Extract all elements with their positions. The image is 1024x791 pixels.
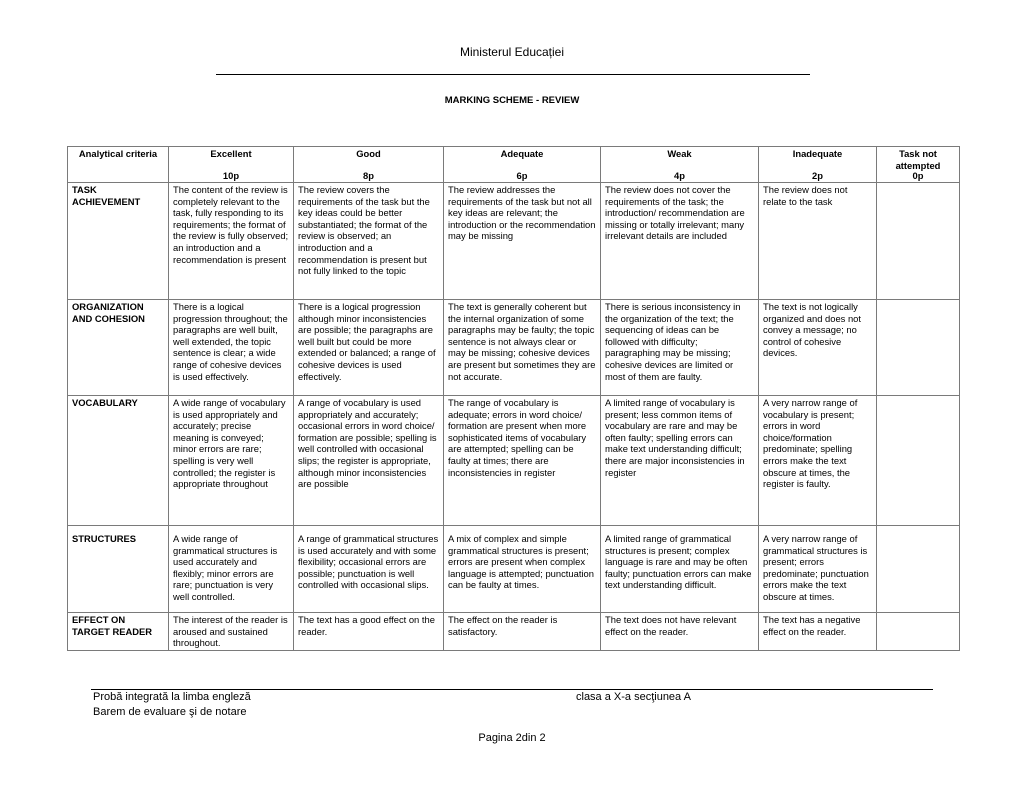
table-row [68, 300, 960, 396]
descriptor-cell: The effect on the reader is satisfactory. [444, 613, 601, 651]
descriptor-cell [877, 396, 960, 526]
table-row [68, 183, 960, 300]
descriptor-cell [877, 183, 960, 300]
descriptor-cell: The interest of the reader is aroused and sustained throughout. [169, 613, 294, 651]
header-level-points: 8p [363, 170, 374, 182]
descriptor-cell: The text has a negative effect on the reader. [759, 613, 877, 651]
descriptor-cell: The text is generally coherent but the internal organization of some paragraphs may be faulty; the topic sentence is not always clear or may be missing; cohesive devices are present but sometimes they are not accurate. [444, 300, 601, 396]
footer-class: clasa a X-a secţiunea A [576, 691, 691, 703]
table-row [68, 396, 960, 526]
ministry-header: Ministerul Educației [459, 45, 565, 59]
table-header-row [68, 147, 960, 183]
header-criteria [68, 147, 169, 183]
descriptor-cell: A very narrow range of vocabulary is present; errors in word choice/formation predominate; spelling errors make the text obscure at times, the register is faulty. [759, 396, 877, 526]
descriptor-cell: The text is not logically organized and does not convey a message; no control of cohesive devices. [759, 300, 877, 396]
document-title: MARKING SCHEME - REVIEW [444, 95, 580, 106]
header-level-label: Excellent [210, 148, 252, 159]
descriptor-cell: A limited range of grammatical structures is present; complex language is rare and may be often faulty; punctuation errors can make text understanding difficult. [601, 526, 759, 613]
descriptor-cell: The range of vocabulary is adequate; errors in word choice/ formation are present when more sophisticated items of vocabulary are attempted; spelling can be faulty at times; there are inconsistencies in register [444, 396, 601, 526]
header-level-label: Adequate [500, 148, 544, 159]
descriptor-cell [877, 613, 960, 651]
descriptor-cell: A range of vocabulary is used appropriately and accurately; occasional errors in word choice/ formation are possible; spelling is well controlled with occasional slips; the register is appropriate, although minor inconsistencies are possible [294, 396, 444, 526]
header-level [759, 147, 877, 183]
descriptor-cell: A very narrow range of grammatical structures is present; errors predominate; punctuation errors make the text obscure at times. [759, 526, 877, 613]
header-level [444, 147, 601, 183]
footer-doc-type: Barem de evaluare şi de notare [93, 706, 247, 718]
header-criteria-label: Analytical criteria [78, 148, 158, 159]
descriptor-cell: There is serious inconsistency in the organization of the text; the sequencing of ideas can be followed with difficulty; paragraphing may be missing; cohesive devices are limited or most of them are faulty. [601, 300, 759, 396]
descriptor-cell: The review addresses the requirements of the task but not all key ideas are relevant; the introduction or the recommendation may be missing [444, 183, 601, 300]
footer-divider [91, 689, 933, 690]
header-level-points: 6p [516, 170, 528, 182]
descriptor-cell [877, 526, 960, 613]
page-number: Pagina 2din 2 [478, 732, 546, 744]
criterion-cell: EFFECT ON TARGET READER [68, 613, 169, 651]
table-row [68, 613, 960, 651]
criterion-cell: TASK ACHIEVEMENT [68, 183, 169, 300]
descriptor-cell: The text does not have relevant effect on the reader. [601, 613, 759, 651]
header-level-label: Weak [667, 148, 692, 159]
header-level-points: 0p [912, 170, 924, 182]
criterion-cell: ORGANIZATION AND COHESION [68, 300, 169, 396]
table-row [68, 526, 960, 613]
header-level-label: Inadequate [792, 148, 843, 159]
criterion-cell: VOCABULARY [68, 396, 169, 526]
descriptor-cell [877, 300, 960, 396]
header-level [601, 147, 759, 183]
header-level [169, 147, 294, 183]
header-level [294, 147, 444, 183]
descriptor-cell: A limited range of vocabulary is present; less common items of vocabulary are rare and may be often faulty; spelling errors can make text understanding difficult; there are major inconsistencies in register [601, 396, 759, 526]
header-level [877, 147, 960, 183]
header-level-points: 4p [674, 170, 685, 182]
header-divider [216, 74, 810, 75]
descriptor-cell: There is a logical progression throughout; the paragraphs are well built, well extended, the topic sentence is clear; a wide range of cohesive devices is used effectively. [169, 300, 294, 396]
criterion-cell: STRUCTURES [68, 526, 169, 613]
descriptor-cell: The content of the review is completely relevant to the task, fully responding to its requirements; the format of the review is fully observed; an introduction and a recommendation is present [169, 183, 294, 300]
descriptor-cell: A range of grammatical structures is used accurately and with some flexibility; occasional errors are possible; punctuation is well controlled with occasional slips. [294, 526, 444, 613]
descriptor-cell: The review does not cover the requirements of the task; the introduction/ recommendation are missing or totally irrelevant; many irrelevant details are included [601, 183, 759, 300]
descriptor-cell: The review covers the requirements of the task but the key ideas could be better substantiated; the format of the review is observed; an introduction and a recommendation is present but not fully linked to the topic [294, 183, 444, 300]
descriptor-cell: A mix of complex and simple grammatical structures is present; errors are present when complex language is attempted; punctuation can be faulty at times. [444, 526, 601, 613]
descriptor-cell: A wide range of grammatical structures is used accurately and flexibly; minor errors are rare; punctuation is very well controlled. [169, 526, 294, 613]
descriptor-cell: A wide range of vocabulary is used appropriately and accurately; precise meaning is conveyed; minor errors are rare; spelling is very well controlled; the register is appropriate throughout [169, 396, 294, 526]
header-level-label: Good [356, 148, 381, 159]
descriptor-cell: The text has a good effect on the reader. [294, 613, 444, 651]
header-level-points: 10p [222, 170, 240, 182]
descriptor-cell: There is a logical progression although minor inconsistencies are possible; the paragraphs are well built but could be more extended or balanced; a range of cohesive devices is used effectively. [294, 300, 444, 396]
header-level-points: 2p [812, 170, 823, 182]
header-level-label: Task not attempted [895, 148, 941, 171]
marking-scheme-table [67, 146, 960, 651]
footer-subject: Probă integrată la limba engleză [93, 691, 251, 703]
descriptor-cell: The review does not relate to the task [759, 183, 877, 300]
